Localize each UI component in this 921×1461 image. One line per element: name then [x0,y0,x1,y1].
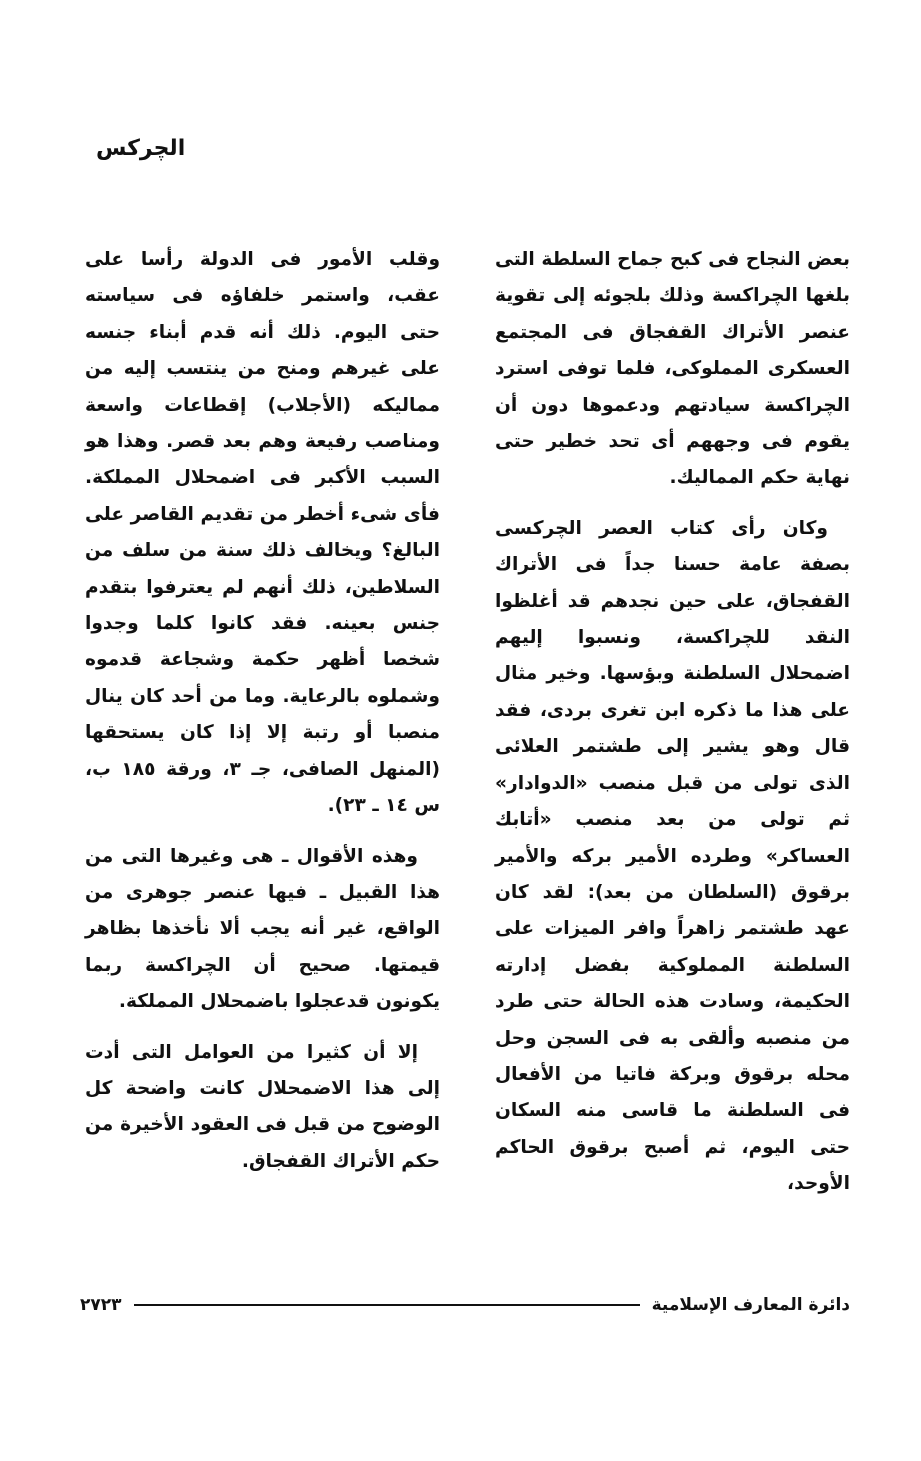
page-number: ٢٧٢٣ [80,1295,122,1315]
paragraph: وقلب الأمور فى الدولة رأسا على عقب، واستمر خلفاؤه فى سياسته حتى اليوم. ذلك أنه قدم أبناء جنسه على غيرهم ومنح من ينتسب إليه من مماليكه (الأجلاب) إقطاعات واسعة ومناصب رفيعة وهم بعد قصر. وهذا هو السبب الأكبر فى اضمحلال المملكة. فأى شىء أخطر من تقديم القاصر على البالغ؟ ويخالف ذلك سنة من سلف من السلاطين، ذلك أنهم لم يعترفوا بتقدم جنس بعينه. فقد كانوا كلما وجدوا شخصا أظهر حكمة وشجاعة قدموه وشملوه بالرعاية. وما من أحد كان ينال منصبا أو رتبة إلا إذا كان يستحقها (المنهل الصافى، جـ ٣، ورقة ١٨٥ ب، س ١٤ ـ ٢٣). [85,249,440,817]
left-column [85,242,440,1194]
paragraph: وكان رأى كتاب العصر الچركسى بصفة عامة حسنا جداً فى الأتراك القفجاق، على حين نجدهم قد أغلظوا النقد للچراكسة، ونسبوا إليهم اضمحلال السلطنة وبؤسها. وخير مثال على هذا ما ذكره ابن تغرى بردى، فقد قال وهو يشير إلى طشتمر العلائى الذى تولى من قبل منصب «الدوادار» ثم تولى من بعد منصب «أتابك العساكر» وطرده الأمير بركه والأمير برقوق (السلطان من بعد): لقد كان عهد طشتمر زاهراً وافر الميزات على السلطنة المملوكية بفضل إدارته الحكيمة، وسادت هذه الحالة حتى طرد من منصبه وألقى به فى السجن وحل محله برقوق وبركة فاتيا من الأفعال فى السلطنة ما قاسى منه السكان حتى اليوم، ثم أصبح برقوق الحاكم الأوحد، [495,517,850,1195]
paragraph: بعض النجاح فى كبح جماح السلطة التى بلغها الچراكسة وذلك بلجوئه إلى تقوية عنصر الأتراك القفجاق فى المجتمع العسكرى المملوكى، فلما توفى استرد الچراكسة سيادتهم ودعموها دون أن يقوم فى وجههم أى تحد خطير حتى نهاية حكم المماليك. [495,249,850,489]
page-footer [80,1290,850,1320]
footer-rule [134,1304,640,1306]
right-column [495,242,850,1217]
footer-title: دائرة المعارف الإسلامية [651,1295,850,1315]
running-head: الچركس [96,136,186,161]
paragraph: وهذه الأقوال ـ هى وغيرها التى من هذا القبيل ـ فيها عنصر جوهرى من الواقع، غير أنه يجب ألا نأخذها بظاهر قيمتها. صحيح أن الچراكسة ربما يكونون قدعجلوا باضمحلال المملكة. [85,845,440,1013]
paragraph: إلا أن كثيرا من العوامل التى أدت إلى هذا الاضمحلال كانت واضحة كل الوضوح من قبل فى العقود الأخيرة من حكم الأتراك القفجاق. [85,1041,440,1172]
